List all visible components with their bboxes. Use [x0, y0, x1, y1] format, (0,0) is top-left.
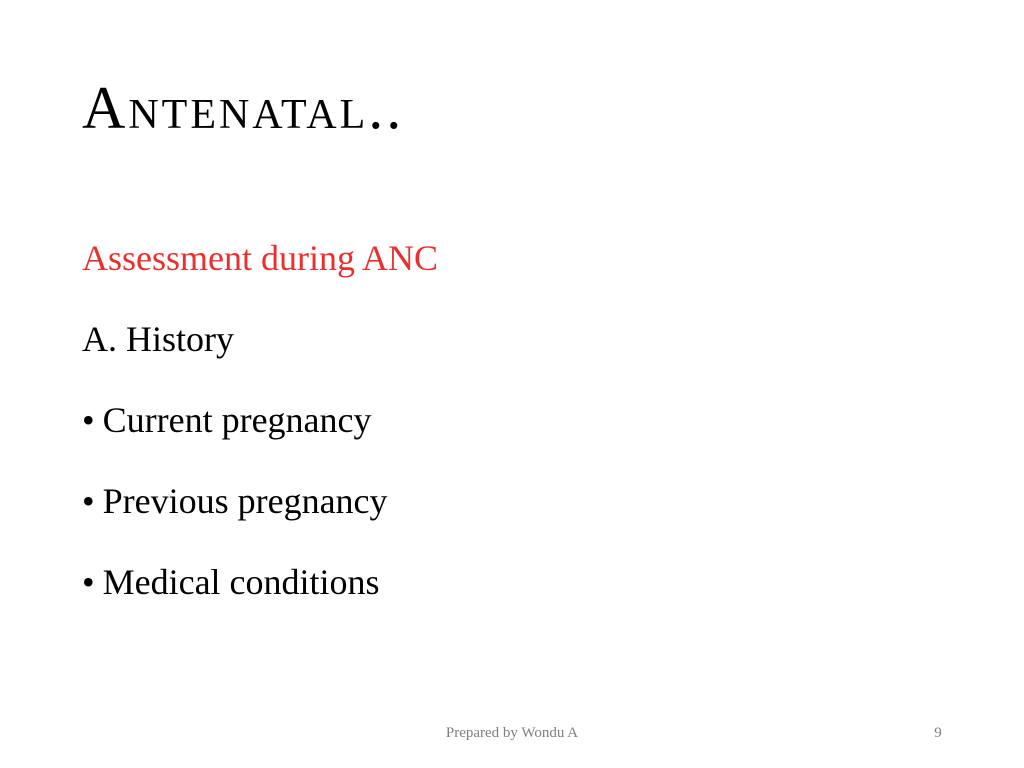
- bullet-text: Medical conditions: [102, 562, 380, 602]
- slide-footer: Prepared by Wondu A: [445, 725, 579, 741]
- slide-subtitle: Assessment during ANC: [82, 238, 439, 278]
- page-number: 9: [934, 725, 942, 741]
- bullet-item-medical-conditions: [82, 564, 380, 600]
- bullet-icon: •: [82, 562, 95, 602]
- slide-title: Antenatal..: [82, 75, 405, 141]
- section-heading: A. History: [82, 319, 234, 359]
- bullet-text: Previous pregnancy: [102, 481, 388, 521]
- bullet-icon: •: [82, 481, 95, 521]
- bullet-icon: •: [82, 400, 95, 440]
- bullet-item-previous-pregnancy: [82, 483, 388, 519]
- bullet-item-current-pregnancy: [82, 402, 372, 438]
- bullet-text: Current pregnancy: [102, 400, 372, 440]
